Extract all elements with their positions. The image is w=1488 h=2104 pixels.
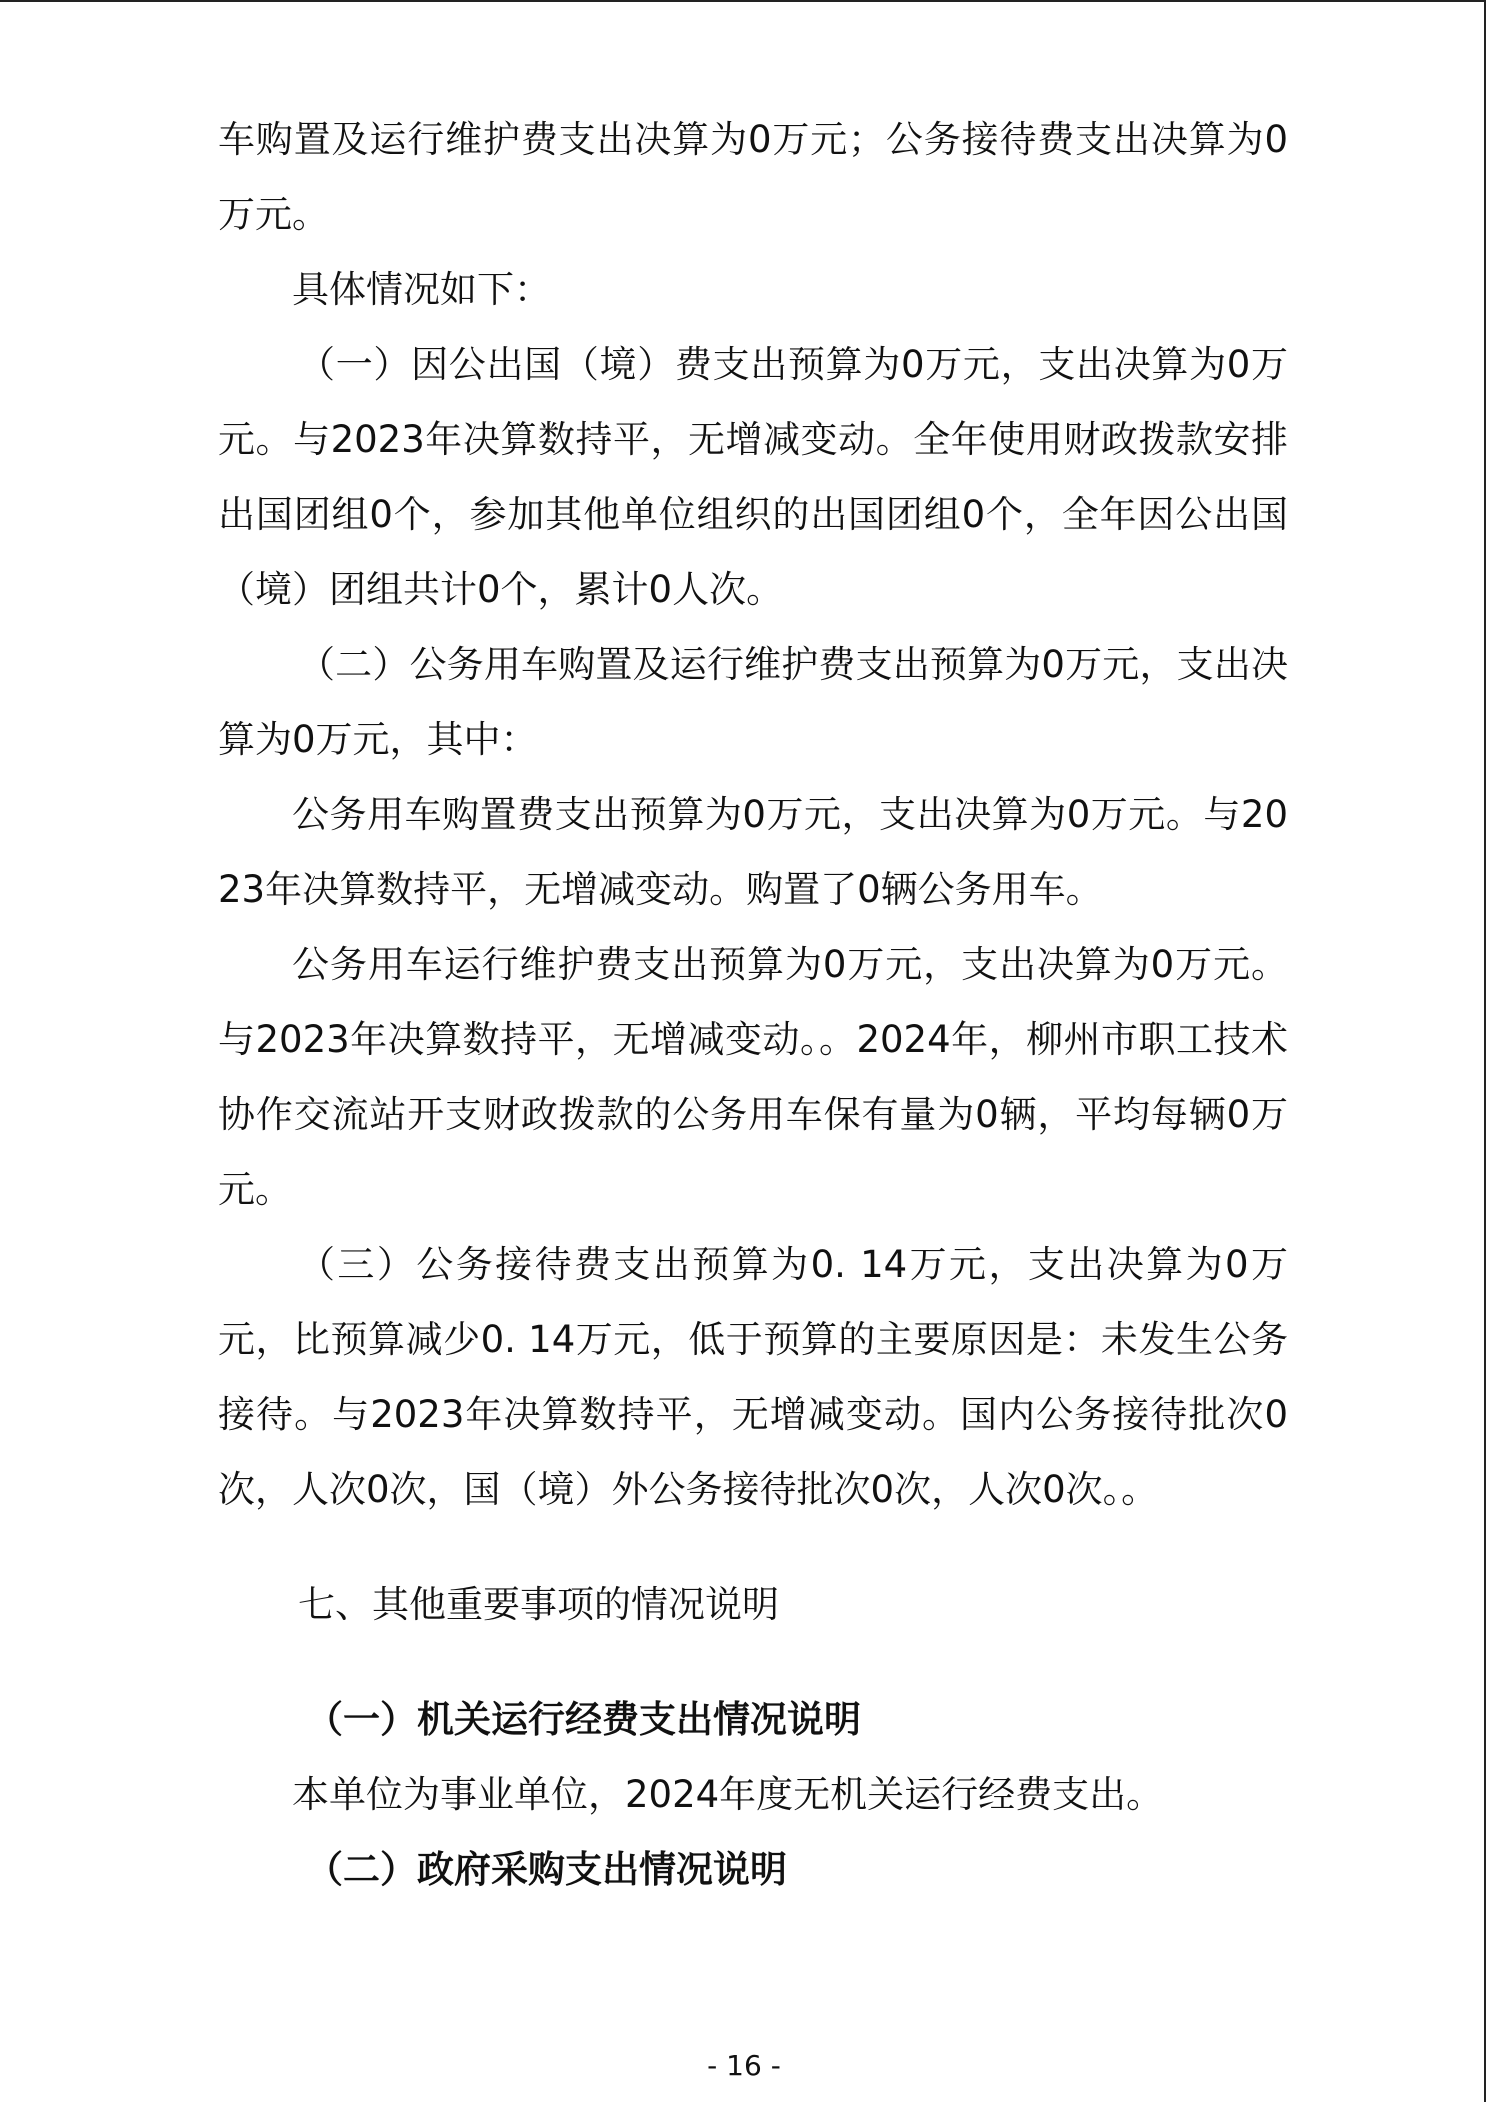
sub-heading-procurement: （二）政府采购支出情况说明 — [306, 1848, 787, 1891]
sub-heading-operating-expenses: （一）机关运行经费支出情况说明 — [306, 1698, 861, 1741]
paragraph-operating-expenses: 本单位为事业单位，2024年度无机关运行经费支出。 — [292, 1773, 1164, 1816]
page-content — [218, 102, 1288, 1907]
paragraph-vehicle-purchase: 公务用车购置费支出预算为0万元，支出决算为0万元。与2023年决算数持平，无增减变动。购置了0辆公务用车。 — [218, 793, 1288, 911]
paragraph-vehicle-maintenance: 公务用车运行维护费支出预算为0万元，支出决算为0万元。与2023年决算数持平，无增减变动。。2024年，柳州市职工技术协作交流站开支财政拨款的公务用车保有量为0辆，平均每辆0万元。 — [218, 943, 1288, 1211]
paragraph-overseas-travel: （一）因公出国（境）费支出预算为0万元，支出决算为0万元。与2023年决算数持平，无增减变动。全年使用财政拨款安排出国团组0个，参加其他单位组织的出国团组0个，全年因公出国（境）团组共计0个，累计0人次。 — [218, 343, 1288, 611]
paragraph-details-intro: 具体情况如下： — [292, 268, 551, 311]
paragraph-vehicle-costs: （二）公务用车购置及运行维护费支出预算为0万元，支出决算为0万元，其中： — [218, 643, 1288, 761]
page-number: - 16 - — [707, 2049, 781, 2082]
paragraph-reception-costs: （三）公务接待费支出预算为0. 14万元，支出决算为0万元，比预算减少0. 14万元，低于预算的主要原因是：未发生公务接待。与2023年决算数持平，无增减变动。国内公务接待批次0次，人次0次，国（境）外公务接待批次0次，人次0次。。 — [218, 1243, 1288, 1511]
section-heading-other-matters: 七、其他重要事项的情况说明 — [298, 1583, 779, 1626]
paragraph-continuation: 车购置及运行维护费支出决算为0万元；公务接待费支出决算为0万元。 — [218, 118, 1288, 236]
